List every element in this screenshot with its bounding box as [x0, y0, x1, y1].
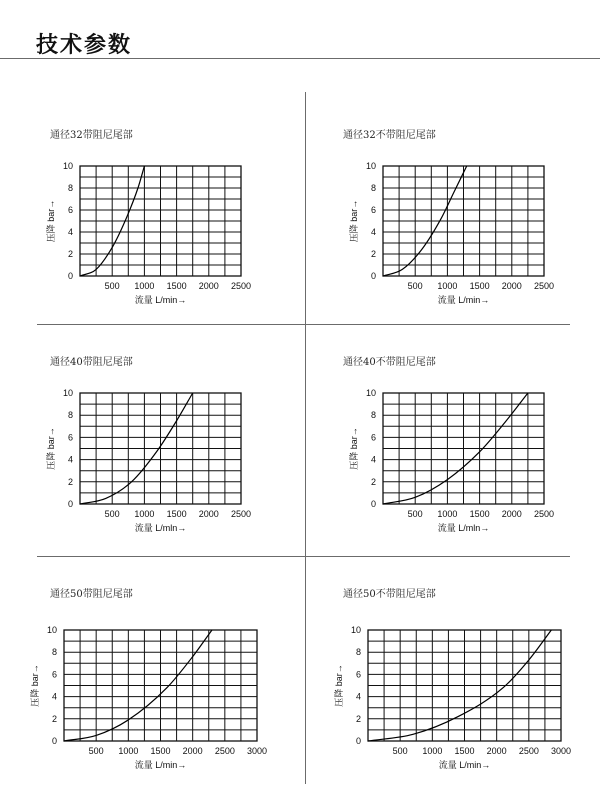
x-tick-label: 2500 — [533, 281, 555, 291]
x-tick-label: 500 — [407, 509, 423, 519]
x-tick-label: 2500 — [518, 746, 539, 756]
y-axis-label: 压降 bar→ — [349, 427, 359, 470]
chart-3 — [46, 388, 252, 533]
divider-horizontal-2 — [37, 556, 570, 557]
y-tick-label: 8 — [67, 183, 73, 193]
y-tick-label: 10 — [62, 161, 73, 171]
chart-4-title: 通径40不带阻尼尾部 — [343, 357, 436, 368]
x-axis-label: 流量 L/mln→ — [134, 523, 187, 533]
x-tick-label: 500 — [392, 746, 408, 756]
y-tick-label: 6 — [355, 669, 361, 680]
x-tick-label: 2000 — [501, 281, 522, 291]
x-tick-label: 1000 — [422, 746, 443, 756]
chart-1-title: 通径32带阻尼尾部 — [50, 130, 133, 141]
chart-6-title: 通径50不带阻尼尾部 — [343, 589, 436, 600]
y-tick-label: 4 — [370, 227, 376, 237]
y-tick-label: 2 — [67, 476, 73, 487]
x-tick-label: 2000 — [198, 281, 219, 291]
y-tick-label: 8 — [370, 183, 376, 193]
y-tick-label: 4 — [51, 691, 57, 702]
x-axis-label: 流量 L/min→ — [438, 760, 491, 770]
x-axis-label: 流量 L/min→ — [134, 295, 187, 305]
x-tick-label: 3000 — [550, 746, 572, 756]
y-tick-label: 0 — [355, 736, 361, 746]
x-tick-label: 2500 — [230, 509, 252, 519]
divider-vertical-2 — [305, 325, 306, 556]
x-tick-label: 2000 — [198, 509, 219, 519]
y-tick-label: 8 — [370, 410, 376, 421]
y-tick-label: 10 — [46, 625, 57, 635]
y-tick-label: 0 — [67, 499, 73, 509]
y-tick-label: 10 — [350, 625, 361, 635]
x-tick-label: 1000 — [118, 746, 139, 756]
title-rule — [0, 58, 600, 59]
x-tick-label: 500 — [104, 281, 120, 291]
y-tick-label: 6 — [51, 669, 57, 680]
divider-vertical-1 — [305, 92, 306, 324]
chart-1 — [46, 161, 252, 305]
divider-horizontal-1 — [37, 324, 570, 325]
y-tick-label: 4 — [370, 454, 376, 465]
x-tick-label: 1500 — [469, 509, 490, 519]
y-tick-label: 4 — [67, 227, 73, 237]
chart-2 — [349, 161, 555, 305]
y-tick-label: 4 — [355, 691, 361, 702]
y-axis-label: 压降 bar→ — [46, 427, 56, 470]
y-tick-label: 2 — [51, 713, 57, 724]
y-tick-label: 6 — [370, 205, 376, 215]
y-tick-label: 6 — [67, 205, 73, 215]
chart-5 — [30, 625, 268, 770]
y-axis-label: 压降 bar→ — [46, 199, 56, 243]
chart-5-title: 通径50带阻尼尾部 — [50, 589, 133, 600]
x-tick-label: 1500 — [469, 281, 490, 291]
x-tick-label: 1000 — [134, 509, 155, 519]
y-axis-label: 压降 bar→ — [334, 664, 344, 707]
x-axis-label: 流量 L/min→ — [437, 295, 490, 305]
chart-2-title: 通径32不带阻尼尾部 — [343, 130, 436, 141]
y-tick-label: 10 — [365, 388, 376, 398]
chart-3-title: 通径40带阻尼尾部 — [50, 357, 133, 368]
y-tick-label: 0 — [370, 499, 376, 509]
y-tick-label: 6 — [370, 432, 376, 443]
x-tick-label: 1500 — [166, 281, 187, 291]
x-tick-label: 500 — [104, 509, 120, 519]
y-tick-label: 2 — [355, 713, 361, 724]
x-tick-label: 2000 — [486, 746, 507, 756]
x-tick-label: 2000 — [501, 509, 522, 519]
x-tick-label: 1500 — [454, 746, 475, 756]
x-tick-label: 1500 — [150, 746, 171, 756]
y-tick-label: 2 — [67, 249, 73, 259]
y-tick-label: 0 — [67, 271, 73, 281]
x-tick-label: 2500 — [533, 509, 555, 519]
x-tick-label: 2500 — [230, 281, 252, 291]
x-tick-label: 3000 — [246, 746, 268, 756]
x-tick-label: 1000 — [134, 281, 155, 291]
x-axis-label: 流量 L/mln→ — [437, 523, 490, 533]
y-tick-label: 6 — [67, 432, 73, 443]
y-tick-label: 2 — [370, 249, 376, 259]
y-tick-label: 0 — [51, 736, 57, 746]
y-tick-label: 2 — [370, 476, 376, 487]
page-title: 技术参数 — [36, 33, 133, 58]
x-axis-label: 流量 L/min→ — [134, 760, 187, 770]
x-tick-label: 1000 — [437, 509, 458, 519]
y-tick-label: 8 — [355, 647, 361, 658]
y-tick-label: 8 — [67, 410, 73, 421]
x-tick-label: 1000 — [437, 281, 458, 291]
x-tick-label: 1500 — [166, 509, 187, 519]
x-tick-label: 2000 — [182, 746, 203, 756]
y-tick-label: 0 — [370, 271, 376, 281]
chart-4 — [349, 388, 555, 533]
y-tick-label: 8 — [51, 647, 57, 658]
x-tick-label: 2500 — [214, 746, 235, 756]
x-tick-label: 500 — [88, 746, 104, 756]
y-tick-label: 4 — [67, 454, 73, 465]
chart-6 — [334, 625, 572, 770]
x-tick-label: 500 — [407, 281, 423, 291]
y-axis-label: 压降 bar→ — [349, 199, 359, 243]
y-tick-label: 10 — [365, 161, 376, 171]
y-tick-label: 10 — [62, 388, 73, 398]
divider-vertical-3 — [305, 557, 306, 784]
y-axis-label: 压降 bar→ — [30, 664, 40, 707]
